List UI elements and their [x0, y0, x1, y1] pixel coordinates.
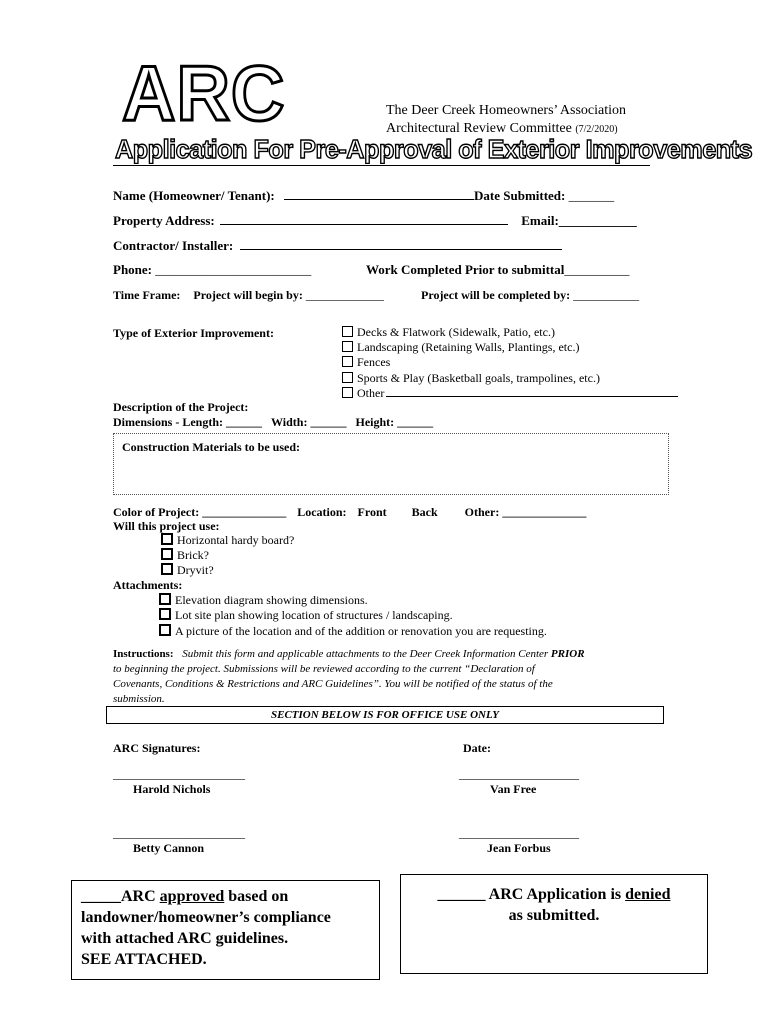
instructions-line-2: to beginning the project. Submissions will be reviewed according to the current “Declaration of — [113, 663, 535, 675]
complete-row — [421, 288, 639, 303]
instructions-line-3: Covenants, Conditions & Restrictions and ARC Guidelines”. You will be notified of the status of the — [113, 678, 553, 690]
name-field[interactable] — [284, 199, 474, 200]
instructions — [113, 647, 673, 707]
option-label: Horizontal hardy board? — [177, 533, 295, 547]
option-label: Landscaping (Retaining Walls, Plantings, etc.) — [357, 340, 580, 355]
dimensions-row — [113, 415, 433, 430]
option-label: Brick? — [177, 548, 209, 562]
time-frame-label: Time Frame: — [113, 288, 181, 302]
option-label: Lot site plan showing location of structures / landscaping. — [175, 608, 453, 623]
attachments-label: Attachments: — [113, 578, 183, 592]
length-label: Dimensions - Length: — [113, 415, 224, 429]
approved-text-b: based on — [228, 888, 289, 905]
form-title: Application For Pre-Approval of Exterior Improvements — [115, 134, 753, 164]
option-label: Other — [357, 385, 385, 400]
option-label: Decks & Flatwork (Sidewalk, Patio, etc.) — [357, 325, 555, 339]
signature-date-label: Date: — [463, 741, 491, 755]
attachments-options — [159, 593, 547, 639]
option-fences[interactable] — [342, 355, 678, 370]
approved-text-a: ARC — [121, 888, 156, 905]
location-other-field[interactable]: ______________ — [502, 505, 587, 519]
use-option-dryvit[interactable] — [161, 563, 294, 578]
name-row — [113, 188, 614, 204]
option-sports[interactable] — [342, 371, 678, 386]
height-label: Height: — [355, 415, 395, 429]
revision-date: (7/2/2020) — [575, 124, 618, 135]
checkbox[interactable] — [159, 593, 171, 605]
approved-word: approved — [159, 888, 225, 905]
instructions-prior: PRIOR — [550, 648, 585, 660]
approved-line-2: landowner/homeowner’s compliance — [81, 909, 331, 926]
denied-blank[interactable]: ______ — [437, 886, 486, 903]
denied-text-a: ARC Application is — [488, 886, 622, 903]
attachment-elevation[interactable] — [159, 593, 547, 608]
color-field[interactable]: ______________ — [202, 505, 287, 519]
instructions-text: Submit this form and applicable attachments to the Deer Creek Information Center — [182, 648, 549, 660]
association-name: The Deer Creek Homeowners’ Association — [386, 103, 626, 118]
signature-line-3[interactable]: ______________________ — [113, 826, 245, 840]
denied-box — [400, 874, 708, 974]
signature-line-2[interactable]: ____________________ — [459, 767, 579, 781]
property-row — [113, 213, 637, 229]
option-landscaping[interactable] — [342, 340, 678, 355]
use-option-brick[interactable] — [161, 548, 294, 563]
other-field[interactable] — [386, 396, 678, 397]
use-label: Will this project use: — [113, 519, 220, 533]
instructions-line-4: submission. — [113, 693, 165, 705]
checkbox[interactable] — [342, 372, 353, 383]
date-submitted-field[interactable]: _______ — [568, 188, 615, 203]
signer-jean-forbus: Jean Forbus — [487, 841, 551, 855]
location-label: Location: — [297, 505, 347, 519]
height-field[interactable]: ______ — [397, 415, 434, 429]
improvement-label: Type of Exterior Improvement: — [113, 326, 274, 340]
begin-label: Project will begin by: — [193, 288, 303, 302]
checkbox[interactable] — [161, 548, 173, 560]
work-prior-field[interactable]: __________ — [564, 262, 630, 277]
begin-field[interactable]: _____________ — [305, 288, 384, 302]
email-field[interactable]: ____________ — [558, 213, 637, 228]
email-label: Email: — [521, 213, 559, 228]
width-label: Width: — [271, 415, 308, 429]
denied-line-2: as submitted. — [508, 907, 600, 924]
materials-label: Construction Materials to be used: — [122, 440, 300, 454]
option-label: Fences — [357, 355, 391, 370]
option-label: A picture of the location and of the addition or renovation you are requesting. — [175, 623, 547, 638]
attachment-picture[interactable] — [159, 624, 547, 639]
arc-signatures-label: ARC Signatures: — [113, 741, 201, 755]
signer-betty-cannon: Betty Cannon — [133, 841, 205, 855]
work-prior-label: Work Completed Prior to submittal — [366, 262, 565, 277]
location-other-label: Other: — [464, 505, 500, 519]
color-row — [113, 505, 586, 520]
checkbox[interactable] — [159, 624, 171, 636]
checkbox[interactable] — [342, 341, 353, 352]
use-options — [161, 533, 294, 578]
checkbox[interactable] — [342, 326, 353, 337]
description-label: Description of the Project: — [113, 400, 249, 414]
approved-box — [71, 880, 380, 980]
option-decks[interactable] — [342, 325, 678, 340]
signer-harold-nichols: Harold Nichols — [133, 782, 211, 796]
signature-line-1[interactable]: ______________________ — [113, 767, 245, 781]
signature-line-4[interactable]: ____________________ — [459, 826, 579, 840]
complete-field[interactable]: ___________ — [573, 288, 640, 302]
approved-blank[interactable]: _____ — [81, 888, 121, 905]
arc-logo: ARC — [122, 49, 286, 137]
approved-line-3: with attached ARC guidelines. — [81, 930, 289, 947]
work-prior-row — [366, 262, 629, 278]
office-use-banner: SECTION BELOW IS FOR OFFICE USE ONLY — [106, 706, 664, 724]
use-option-hardy-board[interactable] — [161, 533, 294, 548]
checkbox[interactable] — [159, 608, 171, 620]
property-address-field[interactable] — [220, 224, 508, 225]
phone-label: Phone: — [113, 262, 152, 277]
committee-name: Architectural Review Committee — [386, 121, 572, 136]
checkbox[interactable] — [161, 533, 173, 545]
checkbox[interactable] — [342, 356, 353, 367]
option-label: Sports & Play (Basketball goals, trampolines, etc.) — [357, 370, 600, 385]
time-frame-row — [113, 288, 384, 303]
title-divider — [113, 165, 650, 166]
length-field[interactable]: ______ — [226, 415, 263, 429]
phone-row — [113, 262, 311, 278]
complete-label: Project will be completed by: — [421, 288, 571, 302]
approved-line-4: SEE ATTACHED. — [81, 951, 207, 968]
name-label: Name (Homeowner/ Tenant): — [113, 188, 275, 203]
option-other[interactable] — [342, 386, 678, 401]
width-field[interactable]: ______ — [310, 415, 347, 429]
contractor-row — [113, 238, 562, 254]
contractor-field[interactable] — [240, 249, 562, 250]
checkbox[interactable] — [342, 387, 353, 398]
denied-word: denied — [625, 886, 671, 903]
phone-field[interactable]: ________________________ — [155, 262, 312, 277]
improvement-options — [342, 325, 678, 401]
location-front[interactable]: Front — [357, 505, 387, 519]
checkbox[interactable] — [161, 563, 173, 575]
color-label: Color of Project: — [113, 505, 200, 519]
option-label: Elevation diagram showing dimensions. — [175, 593, 368, 607]
contractor-label: Contractor/ Installer: — [113, 238, 234, 253]
instructions-label: Instructions: — [113, 648, 174, 660]
property-address-label: Property Address: — [113, 213, 215, 228]
date-submitted-label: Date Submitted: — [474, 188, 566, 203]
attachment-site-plan[interactable] — [159, 608, 547, 623]
option-label: Dryvit? — [177, 563, 214, 577]
location-back[interactable]: Back — [411, 505, 438, 519]
signer-van-free: Van Free — [490, 782, 537, 796]
